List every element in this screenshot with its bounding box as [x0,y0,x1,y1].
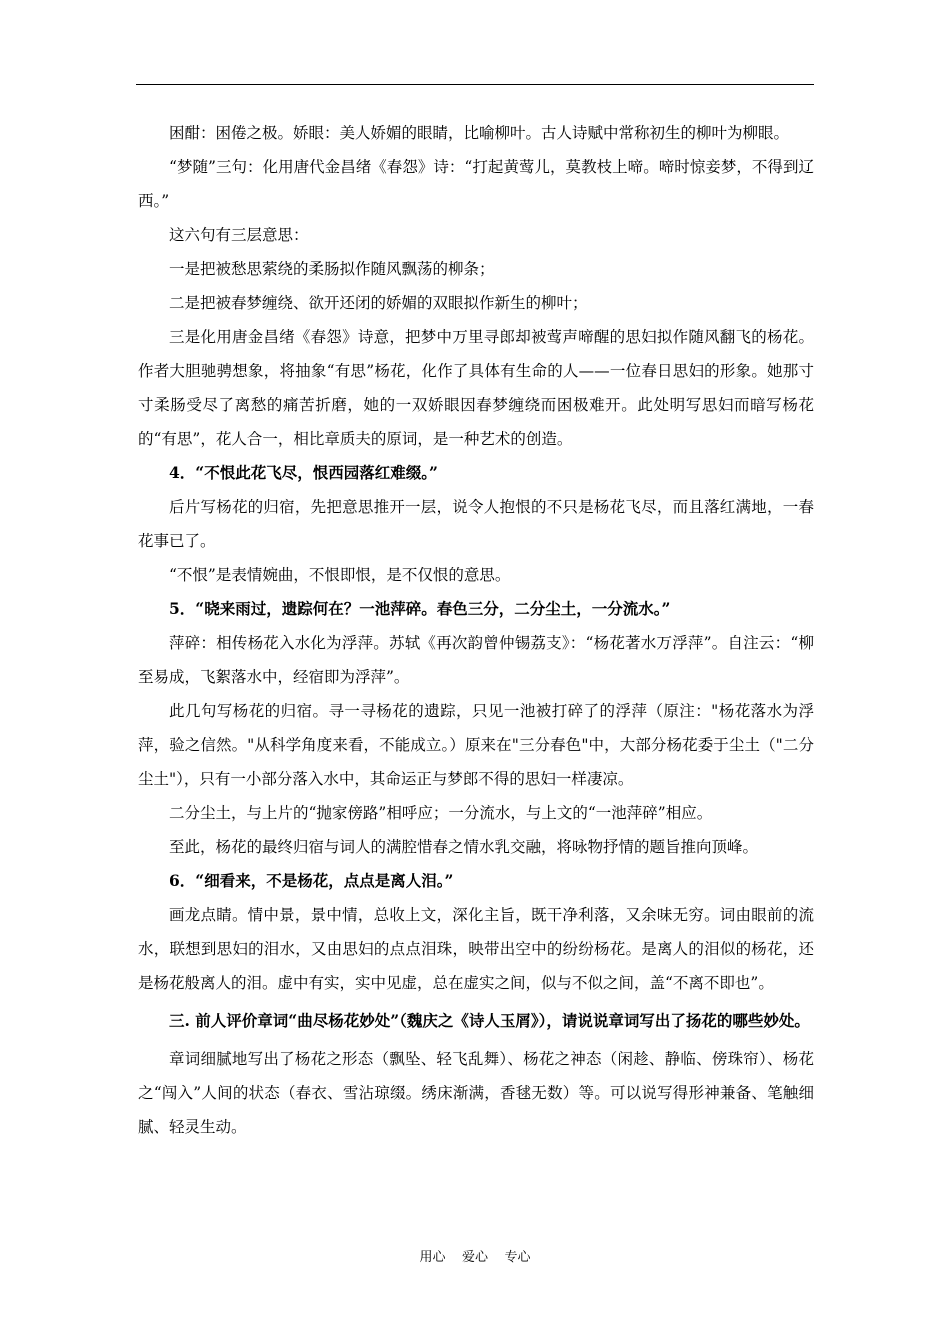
document-body [138,116,814,1144]
paragraph-echo: 二分尘土，与上片的“抛家傍路”相呼应；一分流水，与上文的“一池萍碎”相应。 [169,804,713,822]
paragraph-meaning-three: 三是化用唐金昌绪《春怨》诗意，把梦中万里寻郎却被莺声啼醒的思妇拟作随风翻飞的杨花。作者大胆驰骋想象，将抽象“有思”杨花，化作了具体有生命的人——一位春日思妇的形象。她那寸寸柔肠受尽了离愁的痛苦折磨，她的一双娇眼因春梦缠绕而困极难开。此处明写思妇而暗写杨花的“有思”，花人合一，相比章质夫的原词，是一种艺术的创造。 [138,328,814,448]
paragraph-answer: 章词细腻地写出了杨花之形态（飘坠、轻飞乱舞）、杨花之神态（闲趁、静临、傍珠帘）、杨花之“闯入”人间的状态（春衣、雪沾琼缀。绣床渐满，香毬无数）等。可以说写得形神兼备、笔触细腻、轻灵生动。 [138,1050,814,1136]
paragraph-meaning-one: 一是把被愁思萦绕的柔肠拟作随风飘荡的柳条； [169,260,495,278]
paragraph-pingsui: 萍碎：相传杨花入水化为浮萍。苏轼《再次韵曾仲锡荔支》：“杨花著水万浮萍”。自注云：“柳至易成，飞絮落水中，经宿即为浮萍”。 [138,634,814,686]
paragraph-gloss-mengsui: “梦随”三句：化用唐代金昌绪《春怨》诗：“打起黄莺儿，莫教枝上啼。啼时惊妾梦，不得到辽西。” [138,158,814,210]
paragraph-section-5-body: 此几句写杨花的归宿。寻一寻杨花的遗踪，只见一池被打碎了的浮萍（原注："杨花落水为浮萍，验之信然。"从科学角度来看，不能成立。）原来在"三分春色"中，大部分杨花委于尘土（"二分尘土"），只有一小部分落入水中，其命运正与梦郎不得的思妇一样凄凉。 [138,702,814,788]
section-heading-5: 5．“晓来雨过，遗踪何在？一池萍碎。春色三分，二分尘土，一分流水。” [169,599,671,618]
paragraph-buhen: “不恨”是表情婉曲，不恨即恨，是不仅恨的意思。 [169,566,511,584]
page-footer: 用心 爱心 专心 [419,1250,531,1265]
header-rule [136,84,814,85]
paragraph-climax: 至此，杨花的最终归宿与词人的满腔惜春之情水乳交融，将咏物抒情的题旨推向顶峰。 [169,838,759,856]
question-heading-3: 三. 前人评价章词“曲尽杨花妙处”（魏庆之《诗人玉屑》），请说说章词写出了扬花的哪些妙处。 [169,1011,810,1030]
section-heading-6: 6．“细看来，不是杨花，点点是离人泪。” [169,871,454,890]
paragraph-gloss-kunhan: 困酣：困倦之极。娇眼：美人娇媚的眼睛，比喻柳叶。古人诗赋中常称初生的柳叶为柳眼。 [169,124,790,142]
paragraph-three-meanings: 这六句有三层意思： [169,226,309,244]
paragraph-section-4-body: 后片写杨花的归宿，先把意思推开一层，说令人抱恨的不只是杨花飞尽，而且落红满地，一春花事已了。 [138,498,814,550]
paragraph-meaning-two: 二是把被春梦缠绕、欲开还闭的娇媚的双眼拟作新生的柳叶； [169,294,588,312]
section-heading-4: 4．“不恨此花飞尽，恨西园落红难缀。” [169,463,438,482]
paragraph-section-6-body: 画龙点睛。情中景，景中情，总收上文，深化主旨，既干净利落，又余味无穷。词由眼前的流水，联想到思妇的泪水，又由思妇的点点泪珠，映带出空中的纷纷杨花。是离人的泪似的杨花，还是杨花般离人的泪。虚中有实，实中见虚，总在虚实之间，似与不似之间，盖“不离不即也”。 [138,906,814,992]
